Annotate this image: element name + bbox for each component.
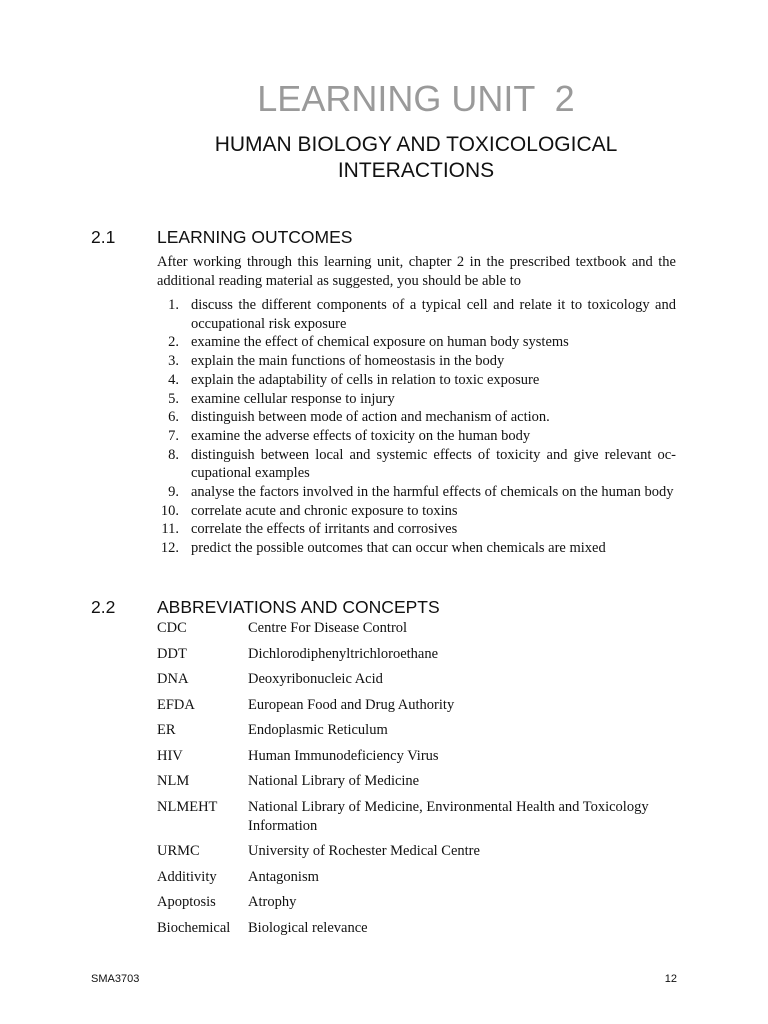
list-item-number: 3.: [168, 353, 179, 370]
abbreviation-term: ER: [157, 722, 176, 738]
abbreviation-definition: Endoplasmic Reticulum: [248, 722, 388, 738]
list-item: [157, 296, 676, 333]
list-item: [157, 408, 676, 427]
abbreviation-term: Additivity: [157, 868, 217, 885]
section-title: ABBREVIATIONS AND CONCEPTS: [157, 597, 440, 617]
abbreviation-definition: Deoxyribonucleic Acid: [248, 671, 383, 687]
abbreviation-definition: Centre For Disease Control: [248, 620, 408, 636]
table-row: [157, 747, 679, 766]
abbreviation-definition: Human Immunodeficiency Virus: [248, 747, 439, 764]
abbreviation-term: URMC: [157, 843, 200, 859]
footer-course-code: SMA3703: [91, 973, 140, 985]
list-item-number: 5.: [168, 390, 179, 407]
list-item-number: 6.: [168, 409, 179, 426]
list-item: [157, 520, 676, 539]
abbreviations-table: [157, 619, 679, 944]
list-item-text: discuss the different components of a typical cell and relate it to toxicology and occupational risk exposure: [191, 297, 676, 332]
abbreviation-definition: University of Rochester Medical Centre: [248, 843, 480, 859]
list-item-number: 4.: [168, 371, 179, 388]
abbreviation-term: NLMEHT: [157, 798, 218, 815]
abbreviation-definition: Dichlorodiphenyltrichloroethane: [248, 645, 439, 662]
outcomes-list: [157, 296, 676, 558]
list-item-text: examine cellular response to injury: [191, 390, 395, 407]
list-item: [157, 446, 676, 483]
abbreviation-definition: Biological relevance: [248, 919, 368, 936]
outcomes-intro: After working through this learning unit, chapter 2 in the prescribed textbook and the additional reading material as suggested, you should be able to: [157, 254, 676, 289]
abbreviation-definition: Atrophy: [248, 894, 297, 910]
section-heading-learning-outcomes: [91, 227, 691, 248]
table-row: [157, 721, 679, 740]
section-title: LEARNING OUTCOMES: [157, 227, 353, 247]
list-item-number: 8.: [168, 446, 179, 463]
table-row: [157, 645, 679, 664]
table-row: [157, 842, 679, 861]
list-item: [157, 352, 676, 371]
section-heading-abbreviations: [91, 597, 691, 618]
abbreviation-term: DDT: [157, 645, 187, 662]
list-item-number: 11.: [161, 521, 179, 538]
list-item: [157, 502, 676, 521]
footer-page-number: 12: [664, 973, 677, 985]
table-row: [157, 893, 679, 912]
list-item: [157, 427, 676, 446]
list-item-text: analyse the factors involved in the harmful effects of chemicals on the human body: [191, 484, 674, 501]
table-row: [157, 868, 679, 887]
section-number: 2.1: [91, 227, 116, 247]
abbreviation-term: Biochemical: [157, 919, 231, 936]
table-row: [157, 670, 679, 689]
table-row: [157, 696, 679, 715]
abbreviation-term: Apoptosis: [157, 894, 216, 910]
list-item: [157, 539, 676, 558]
abbreviation-term: EFDA: [157, 696, 195, 713]
list-item: [157, 333, 676, 352]
abbreviation-definition: National Library of Medicine: [248, 773, 420, 789]
table-row: [157, 919, 679, 938]
table-row: [157, 798, 679, 836]
list-item-number: 1.: [168, 297, 179, 313]
abbreviation-term: DNA: [157, 671, 189, 687]
list-item-text: examine the adverse effects of toxicity on the human body: [191, 427, 531, 444]
abbreviation-definition: Antagonism: [248, 868, 319, 885]
list-item-text: explain the adaptability of cells in relation to toxic exposure: [191, 371, 540, 388]
list-item-number: 7.: [168, 427, 179, 444]
unit-heading: LEARNING UNIT 2: [257, 78, 575, 119]
list-item-number: 10.: [160, 502, 179, 519]
list-item-number: 9.: [168, 484, 179, 501]
abbreviation-definition: European Food and Drug Authority: [248, 696, 455, 713]
list-item-text: distinguish between local and systemic effects of toxicity and give relevant oc-cupational examples: [191, 446, 676, 482]
list-item: [157, 390, 676, 409]
list-item: [157, 483, 676, 502]
abbreviation-term: HIV: [157, 747, 183, 764]
abbreviation-term: CDC: [157, 620, 187, 636]
list-item-text: examine the effect of chemical exposure on human body systems: [191, 334, 569, 351]
section-number: 2.2: [91, 597, 116, 617]
list-item: [157, 371, 676, 390]
list-item-number: 12.: [160, 540, 179, 557]
list-item-text: explain the main functions of homeostasis in the body: [191, 353, 505, 370]
list-item-number: 2.: [168, 334, 179, 351]
list-item-text: correlate acute and chronic exposure to toxins: [191, 502, 458, 519]
list-item-text: predict the possible outcomes that can occur when chemicals are mixed: [191, 540, 606, 557]
list-item-text: distinguish between mode of action and mechanism of action.: [191, 409, 550, 426]
unit-title: HUMAN BIOLOGY AND TOXICOLOGICAL INTERACTIONS: [214, 133, 618, 182]
table-row: [157, 772, 679, 791]
list-item-text: correlate the effects of irritants and corrosives: [191, 521, 458, 538]
abbreviation-term: NLM: [157, 773, 190, 789]
table-row: [157, 619, 679, 638]
abbreviation-definition: National Library of Medicine, Environmental Health and Toxicology Information: [248, 798, 649, 834]
